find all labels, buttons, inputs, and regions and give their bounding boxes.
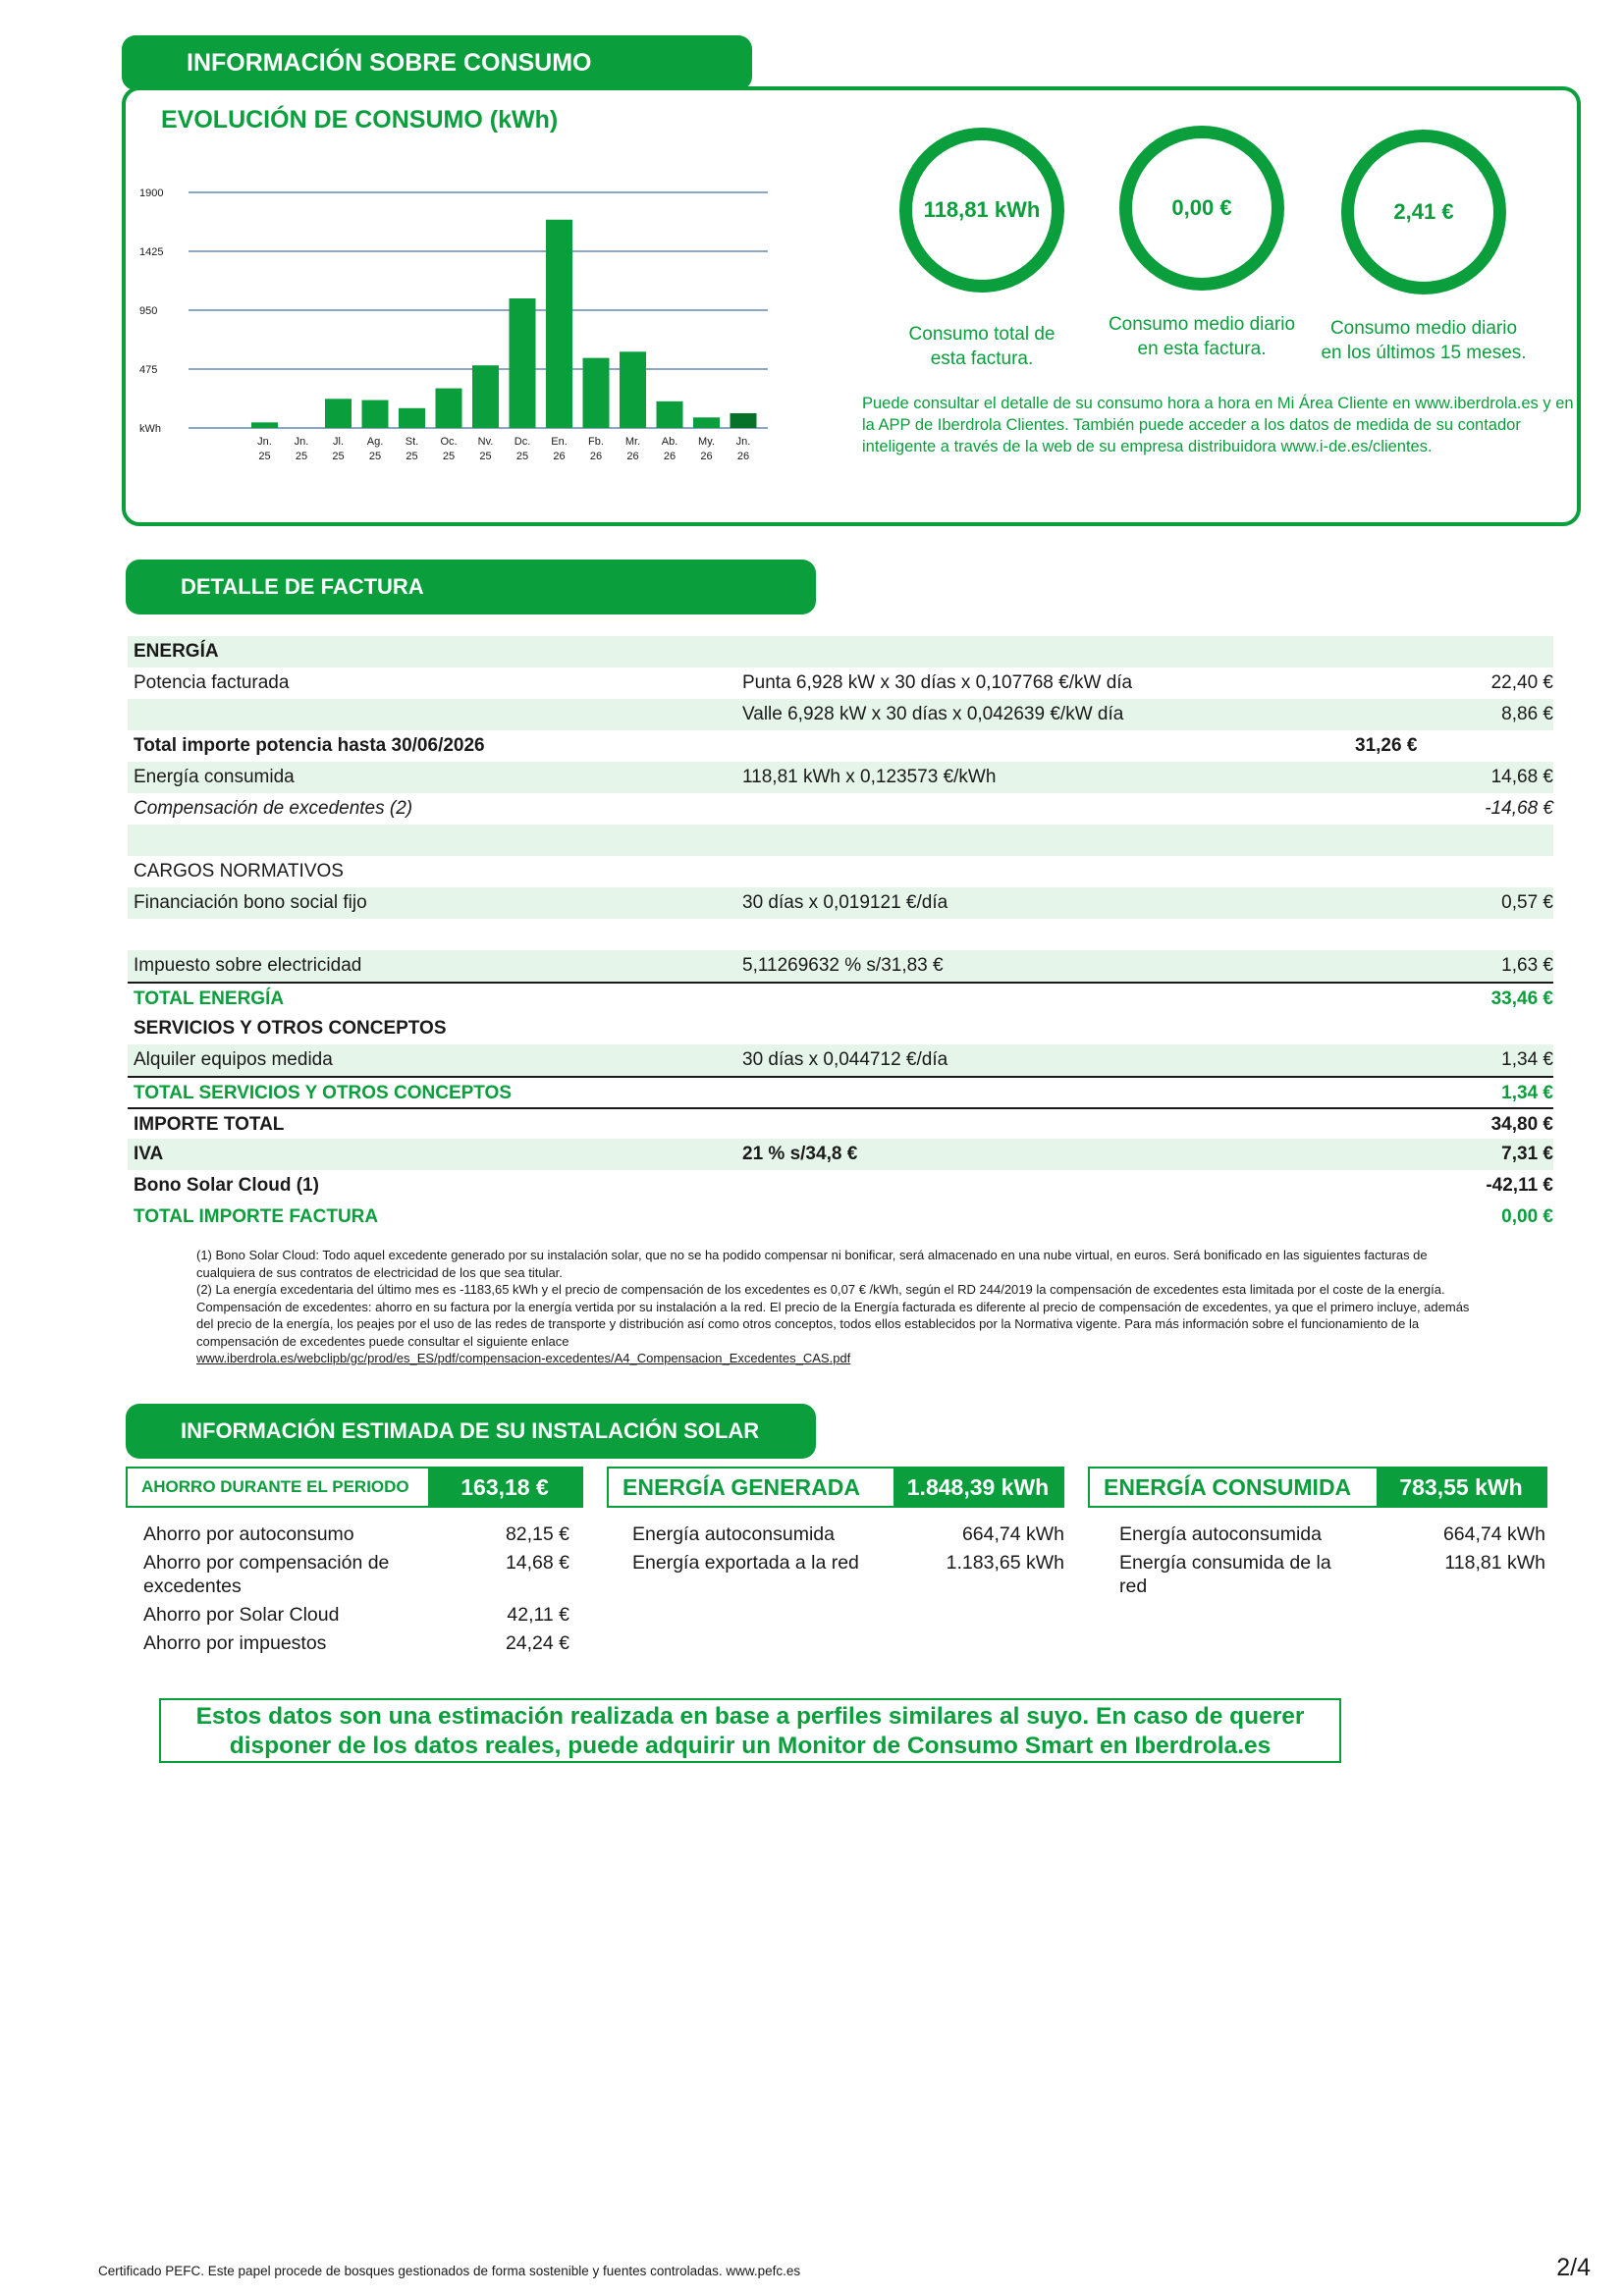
- generated-item-autoconsumida: [632, 1522, 1064, 1546]
- savings-item-label: Ahorro por autoconsumo: [143, 1523, 354, 1545]
- chart-x-tick-label: Ag.: [366, 436, 384, 448]
- invoice-footnotes: [196, 1247, 1483, 1367]
- invoice-cell-c4: 0,57 €: [1501, 892, 1553, 913]
- generated-item-label: Energía autoconsumida: [632, 1523, 835, 1545]
- chart-x-tick-year: 26: [626, 451, 639, 462]
- chart-x-tick-year: 26: [663, 451, 677, 462]
- consumed-item-label: Energía consumida de la red: [1119, 1552, 1331, 1597]
- daily-average-bill-indicator: [1084, 126, 1320, 361]
- generated-energy-label: ENERGÍA GENERADA: [623, 1473, 860, 1500]
- footnote-compensacion: Compensación de excedentes: ahorro en su factura por la energía vertida por su instalación a la red. El precio de la Energía facturada es diferente al precio de compensación de excedentes, ya que el primero incluye, además del precio de la energía, los peajes por el uso de las redes de transporte y distribución así como otros conceptos, todos ellos establecidos por la Normativa vigente. Para más información sobre el funcionamiento de la compensación de excedentes puede consultar el siguiente enlace: [196, 1299, 1470, 1349]
- chart-x-tick-label: Nv.: [477, 436, 494, 448]
- chart-x-tick-label: St.: [405, 436, 419, 448]
- invoice-cell-c4: 1,63 €: [1501, 955, 1553, 976]
- consumed-item-value: 664,74 kWh: [1442, 1523, 1545, 1545]
- invoice-cell-c1: IMPORTE TOTAL: [134, 1114, 285, 1135]
- chart-x-tick-label: Jl.: [333, 436, 344, 448]
- chart-x-tick-label: Dc.: [514, 436, 531, 448]
- invoice-cell-c1: CARGOS NORMATIVOS: [134, 861, 344, 881]
- invoice-cell-c4: -42,11 €: [1486, 1175, 1553, 1196]
- chart-x-tick-label: Oc.: [440, 436, 458, 448]
- page-number: 2/4: [1556, 2254, 1591, 2281]
- invoice-cell-c1: Financiación bono social fijo: [134, 892, 367, 913]
- chart-bar: [546, 220, 572, 428]
- savings-item-label: Ahorro por Solar Cloud: [143, 1604, 340, 1626]
- chart-x-tick-year: 25: [442, 451, 456, 462]
- invoice-row: [128, 825, 1553, 856]
- footnote-bono-solar-cloud: (1) Bono Solar Cloud: Todo aquel excedente generado por su instalación solar, que no se ha podido compensar ni bonificar, será almacenado en una nube virtual, en euros. Será bonificado en las siguientes facturas de cualquiera de sus contratos de electricidad de los que sea titular.: [196, 1248, 1428, 1280]
- invoice-cell-c1: Total importe potencia hasta 30/06/2026: [134, 735, 485, 756]
- consumption-section-header: [122, 35, 752, 90]
- daily-average-bill-label: [1084, 312, 1320, 361]
- daily-average-bill-value: 0,00 €: [1119, 126, 1284, 291]
- generated-item-value: 664,74 kWh: [961, 1523, 1064, 1545]
- invoice-detail-title: DETALLE DE FACTURA: [181, 574, 424, 599]
- daily-average-bill-label-line1: Consumo medio diario: [1108, 314, 1296, 335]
- invoice-cell-c4: 34,80 €: [1490, 1114, 1553, 1135]
- consumed-item-autoconsumida: [1119, 1522, 1545, 1546]
- estimate-notice: [159, 1698, 1341, 1763]
- estimate-notice-line1: Estos datos son una estimación realizada en base a perfiles similares al suyo. En caso de querer: [195, 1703, 1305, 1730]
- savings-item-value: 14,68 €: [505, 1552, 569, 1574]
- chart-y-tick-label: 1425: [139, 246, 164, 258]
- invoice-row: [128, 699, 1553, 730]
- chart-y-tick-label: 475: [139, 364, 158, 376]
- consumed-energy-label: ENERGÍA CONSUMIDA: [1104, 1473, 1352, 1500]
- consumed-item-value: 118,81 kWh: [1444, 1552, 1545, 1574]
- savings-item-impuestos: [143, 1631, 569, 1655]
- invoice-row: [128, 1201, 1553, 1233]
- invoice-row: [128, 1107, 1553, 1139]
- chart-x-tick-label: Jn.: [257, 436, 272, 448]
- invoice-cell-c4: 1,34 €: [1501, 1049, 1553, 1070]
- generated-item-value: 1.183,65 kWh: [946, 1552, 1064, 1574]
- total-consumption-label: [864, 322, 1100, 371]
- chart-x-tick-year: 25: [368, 451, 382, 462]
- invoice-cell-c2: Valle 6,928 kW x 30 días x 0,042639 €/kW día: [742, 704, 1124, 724]
- savings-item-label: Ahorro por impuestos: [143, 1632, 327, 1654]
- chart-x-tick-year: 26: [589, 451, 603, 462]
- chart-x-tick-year: 25: [332, 451, 345, 462]
- savings-breakdown: [143, 1522, 569, 1660]
- chart-x-tick-label: Jn.: [294, 436, 309, 448]
- invoice-cell-c1: TOTAL SERVICIOS Y OTROS CONCEPTOS: [134, 1083, 513, 1103]
- savings-item-compensacion: [143, 1551, 569, 1598]
- consumed-breakdown: [1119, 1522, 1545, 1603]
- chart-x-tick-label: En.: [551, 436, 568, 448]
- footnote-excedentes: (2) La energía excedentaria del último mes es -1183,65 kWh y el precio de compensación de los excedentes es 0,07 € /kWh, según el RD 244/2019 la compensación de excedentes esta limitada por el coste de la energía.: [196, 1282, 1445, 1297]
- generated-item-exportada: [632, 1551, 1064, 1575]
- chart-bar: [362, 400, 389, 428]
- total-consumption-label-line2: esta factura.: [930, 348, 1034, 369]
- chart-bar: [510, 298, 536, 428]
- invoice-cell-c1: ENERGÍA: [134, 641, 219, 662]
- chart-x-tick-label: Fb.: [588, 436, 604, 448]
- invoice-cell-c4: 7,31 €: [1501, 1144, 1553, 1164]
- chart-bar: [251, 422, 278, 428]
- solar-section-title: INFORMACIÓN ESTIMADA DE SU INSTALACIÓN SOLAR: [181, 1418, 760, 1443]
- invoice-cell-c2: Punta 6,928 kW x 30 días x 0,107768 €/kW día: [742, 672, 1133, 693]
- daily-average-15m-indicator: [1306, 130, 1542, 365]
- invoice-cell-c3: 31,26 €: [1355, 735, 1418, 756]
- invoice-row: [128, 982, 1553, 1013]
- chart-bar: [731, 413, 757, 428]
- invoice-cell-c2: 118,81 kWh x 0,123573 €/kWh: [742, 767, 997, 787]
- chart-bar: [472, 365, 499, 428]
- consumed-item-red: [1119, 1551, 1545, 1598]
- invoice-cell-c4: 1,34 €: [1501, 1083, 1553, 1103]
- chart-y-tick-label: kWh: [139, 423, 161, 435]
- estimate-notice-line2: disponer de los datos reales, puede adquirir un Monitor de Consumo Smart en Iberdrola.es: [229, 1733, 1272, 1759]
- invoice-cell-c2: 5,11269632 % s/31,83 €: [742, 955, 944, 976]
- invoice-row: [128, 762, 1553, 793]
- consumed-item-label: Energía autoconsumida: [1119, 1523, 1322, 1545]
- invoice-row: [128, 793, 1553, 825]
- invoice-row: [128, 1170, 1553, 1201]
- generated-energy-summary: [607, 1467, 1064, 1508]
- chart-x-tick-year: 26: [553, 451, 566, 462]
- solar-section-header: [126, 1404, 816, 1459]
- savings-item-label: Ahorro por compensación de excedentes: [143, 1552, 390, 1597]
- invoice-cell-c1: Bono Solar Cloud (1): [134, 1175, 319, 1196]
- invoice-row: [128, 950, 1553, 982]
- pefc-certification: Certificado PEFC. Este papel procede de bosques gestionados de forma sostenible y fuentes controladas. www.pefc.es: [98, 2264, 801, 2278]
- consumption-section-title: INFORMACIÓN SOBRE CONSUMO: [187, 48, 592, 77]
- chart-bar: [620, 351, 646, 428]
- consumed-energy-value: 783,55 kWh: [1377, 1468, 1545, 1506]
- invoice-cell-c2: 30 días x 0,044712 €/día: [742, 1049, 948, 1070]
- invoice-cell-c4: 8,86 €: [1501, 704, 1553, 724]
- chart-x-tick-year: 25: [258, 451, 271, 462]
- invoice-row: [128, 856, 1553, 887]
- savings-item-value: 82,15 €: [505, 1523, 569, 1545]
- invoice-row: [128, 636, 1553, 667]
- chart-x-tick-year: 25: [295, 451, 308, 462]
- chart-x-tick-label: Mr.: [624, 436, 641, 448]
- chart-x-tick-year: 25: [515, 451, 529, 462]
- invoice-cell-c4: 22,40 €: [1490, 672, 1553, 693]
- invoice-cell-c4: 14,68 €: [1490, 767, 1553, 787]
- generated-energy-value: 1.848,39 kWh: [893, 1468, 1062, 1506]
- chart-x-tick-label: My.: [698, 436, 715, 448]
- generated-breakdown: [632, 1522, 1064, 1579]
- chart-y-tick-label: 1900: [139, 187, 164, 199]
- chart-x-tick-label: Ab.: [661, 436, 678, 448]
- invoice-cell-c1: Energía consumida: [134, 767, 295, 787]
- consumption-info-text: Puede consultar el detalle de su consumo hora a hora en Mi Área Cliente en www.iberdrola.es y en la APP de Iberdrola Clientes. También puede acceder a los datos de medida de su contador inteligente a través de la web de su empresa distribuidora www.i-de.es/clientes.: [862, 395, 1574, 455]
- total-consumption-value: 118,81 kWh: [899, 128, 1064, 293]
- chart-bar: [693, 417, 720, 428]
- invoice-row: [128, 1013, 1553, 1044]
- invoice-cell-c2: 30 días x 0,019121 €/día: [742, 892, 948, 913]
- invoice-row: [128, 730, 1553, 762]
- invoice-row: [128, 1076, 1553, 1107]
- savings-item-value: 24,24 €: [505, 1632, 569, 1654]
- invoice-cell-c1: Impuesto sobre electricidad: [134, 955, 362, 976]
- invoice-cell-c4: 0,00 €: [1501, 1206, 1553, 1227]
- daily-average-15m-label-line2: en los últimos 15 meses.: [1321, 343, 1527, 363]
- invoice-cell-c4: 33,46 €: [1490, 988, 1553, 1009]
- invoice-cell-c1: Alquiler equipos medida: [134, 1049, 333, 1070]
- total-consumption-label-line1: Consumo total de: [908, 324, 1056, 345]
- chart-x-tick-year: 26: [700, 451, 713, 462]
- daily-average-15m-label-line1: Consumo medio diario: [1329, 318, 1518, 339]
- invoice-detail-section-header: [126, 560, 816, 614]
- savings-item-solar-cloud: [143, 1603, 569, 1627]
- invoice-row: [128, 887, 1553, 919]
- daily-average-15m-label: [1306, 316, 1542, 365]
- chart-x-tick-year: 25: [406, 451, 418, 462]
- generated-item-label: Energía exportada a la red: [632, 1552, 859, 1574]
- daily-average-bill-label-line2: en esta factura.: [1137, 339, 1267, 359]
- chart-y-tick-label: 950: [139, 305, 158, 317]
- invoice-cell-c1: Compensación de excedentes (2): [134, 798, 413, 819]
- chart-bar: [399, 408, 425, 428]
- invoice-row: [128, 667, 1553, 699]
- savings-item-autoconsumo: [143, 1522, 569, 1546]
- invoice-cell-c4: -14,68 €: [1485, 798, 1553, 819]
- daily-average-15m-value: 2,41 €: [1341, 130, 1506, 294]
- savings-item-value: 42,11 €: [507, 1604, 569, 1626]
- compensation-pdf-link[interactable]: www.iberdrola.es/webclipb/gc/prod/es_ES/pdf/compensacion-excedentes/A4_Compensacion_Excedentes_CAS.pdf: [196, 1351, 851, 1365]
- consumed-energy-summary: [1088, 1467, 1547, 1508]
- chart-bar: [657, 401, 683, 428]
- invoice-cell-c1: IVA: [134, 1144, 164, 1164]
- chart-x-tick-year: 26: [736, 451, 750, 462]
- total-consumption-indicator: [864, 128, 1100, 371]
- invoice-row: [128, 919, 1553, 950]
- chart-bar: [325, 399, 352, 428]
- chart-bar: [436, 389, 462, 428]
- invoice-cell-c1: Potencia facturada: [134, 672, 290, 693]
- consumption-bar-chart: [130, 177, 778, 471]
- invoice-row: [128, 1139, 1553, 1170]
- invoice-row: [128, 1044, 1553, 1076]
- chart-bar: [583, 358, 610, 428]
- invoice-cell-c1: TOTAL IMPORTE FACTURA: [134, 1206, 379, 1227]
- invoice-detail-table: [128, 636, 1553, 1233]
- chart-x-tick-label: Jn.: [735, 436, 751, 448]
- invoice-cell-c2: 21 % s/34,8 €: [742, 1144, 858, 1164]
- savings-value: 163,18 €: [428, 1468, 581, 1506]
- savings-label: AHORRO DURANTE EL PERIODO: [141, 1477, 409, 1496]
- chart-x-tick-year: 25: [479, 451, 492, 462]
- chart-title: EVOLUCIÓN DE CONSUMO (kWh): [161, 106, 559, 133]
- savings-summary: [126, 1467, 583, 1508]
- invoice-cell-c1: TOTAL ENERGÍA: [134, 988, 285, 1009]
- invoice-cell-c1: SERVICIOS Y OTROS CONCEPTOS: [134, 1018, 447, 1039]
